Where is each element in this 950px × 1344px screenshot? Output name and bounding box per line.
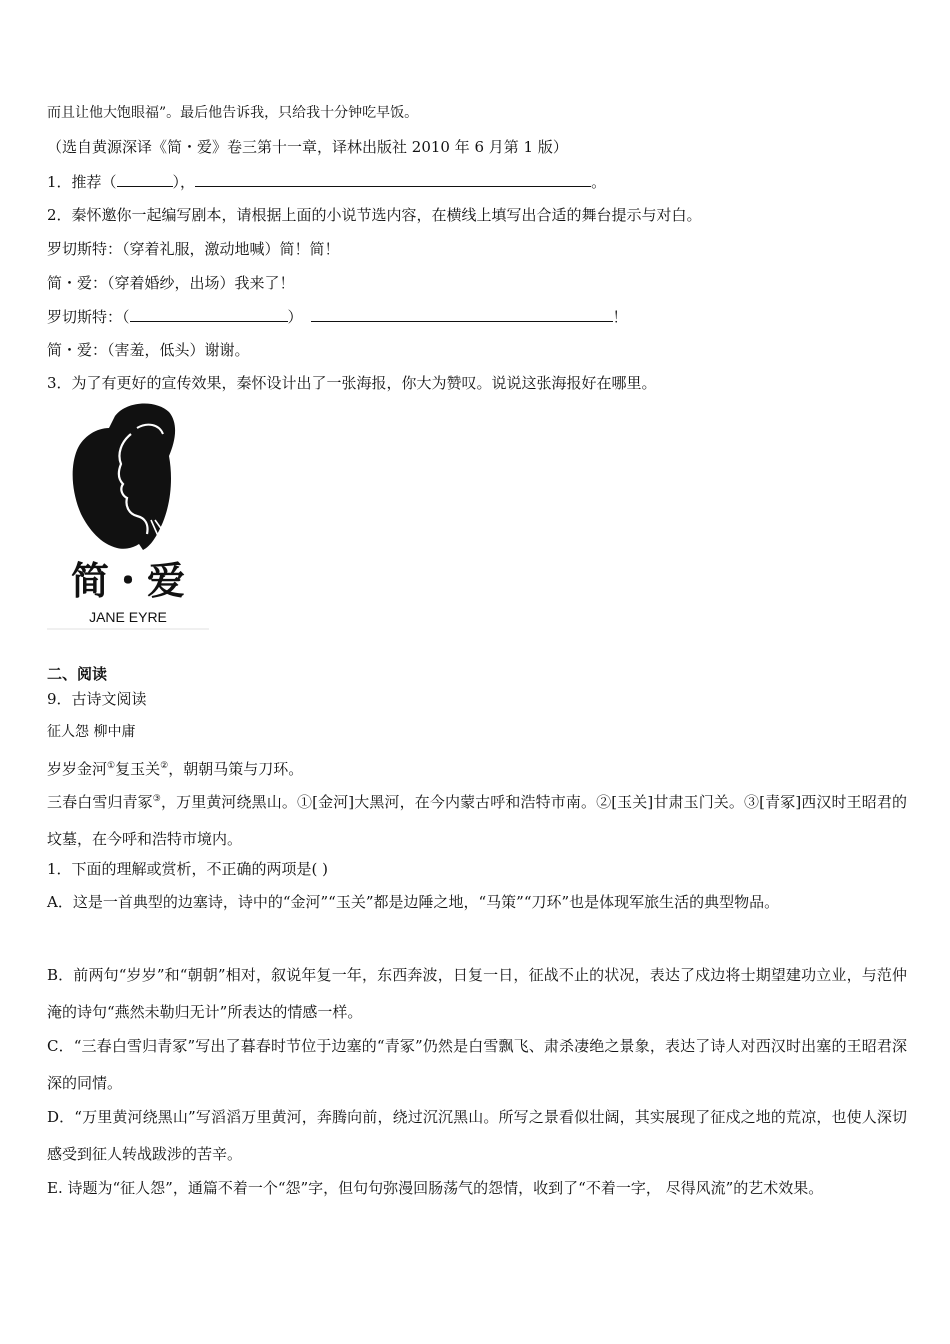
q1-mid: ）， xyxy=(172,173,196,191)
silhouette-illustration xyxy=(47,398,209,630)
footnote-marker-2: ② xyxy=(160,761,169,771)
q1-prefix: 1．推荐（ xyxy=(47,173,117,191)
q1-end: 。 xyxy=(591,173,607,191)
poem-line-1 xyxy=(47,756,303,779)
q1-blank-1[interactable] xyxy=(117,171,173,187)
poem-line-1-c: ，朝朝马策与刀环。 xyxy=(168,760,304,778)
option-d: D．“万里黄河绕黑山”写滔滔万里黄河，奔腾向前，绕过沉沉黑山。所写之景看似壮阔，其实展现了征戍之地的荒凉，也使人深切感受到征人转战跋涉的苦辛。 xyxy=(47,1108,907,1163)
poster-title-cn: 简・爱 xyxy=(70,559,186,603)
poem-line-1-b: 复玉关 xyxy=(115,760,161,778)
stage-direction-blank[interactable] xyxy=(130,306,288,322)
poem-line-1-a: 岁岁金河 xyxy=(47,760,108,778)
question-2-prompt: 2．秦怀邀你一起编写剧本，请根据上面的小说节选内容，在横线上填写出合适的舞台提示与对白。 xyxy=(47,206,702,224)
question-3-prompt: 3．为了有更好的宣传效果，秦怀设计出了一张海报，你大为赞叹。说说这张海报好在哪里。 xyxy=(47,374,657,392)
dialogue-blank[interactable] xyxy=(311,306,613,322)
q1-blank-2[interactable] xyxy=(195,171,591,187)
script-line-3-end: ！ xyxy=(612,308,628,326)
question-1 xyxy=(47,171,606,192)
footnote-marker-1: ① xyxy=(107,761,116,771)
script-line-3 xyxy=(47,306,628,327)
poem-title: 征人怨 柳中庸 xyxy=(47,724,136,740)
option-e: E. 诗题为“征人怨”，通篇不着一个“怨”字，但句句弥漫回肠荡气的怨情，收到了“不着一字， 尽得风流”的艺术效果。 xyxy=(47,1179,824,1197)
poster-title-en: JANE EYRE xyxy=(89,609,167,625)
poem-line-2-and-notes xyxy=(47,781,907,858)
script-line-2: 简・爱：（穿着婚纱，出场）我来了！ xyxy=(47,274,295,292)
passage-source: （选自黄源深译《简・爱》卷三第十一章，译林出版社 2010 年 6 月第 1 版） xyxy=(47,138,568,156)
script-line-3-mid: ） xyxy=(287,308,303,326)
jane-eyre-poster xyxy=(47,398,209,630)
poem-line-2-b: ，万里黄河绕黑山。①[金河]大黑河，在今内蒙古呼和浩特市南。②[玉关]甘肃玉门关。③[青冢]西汉时王昭君的坟墓，在今呼和浩特市境内。 xyxy=(47,793,907,848)
question-9-title: 9．古诗文阅读 xyxy=(47,690,147,708)
poem-line-2-a: 三春白雪归青冢 xyxy=(47,793,153,811)
section-heading: 二、阅读 xyxy=(47,665,108,683)
option-b: B．前两句“岁岁”和“朝朝”相对，叙说年复一年，东西奔波，日复一日，征战不止的状况，表达了戍边将士期望建功立业，与范仲淹的诗句“燕然未勒归无计”所表达的情感一样。 xyxy=(47,966,907,1021)
passage-last-line: 而且让他大饱眼福”。最后他告诉我，只给我十分钟吃早饭。 xyxy=(47,105,419,121)
footnote-marker-3: ③ xyxy=(152,794,161,804)
script-line-3-prefix: 罗切斯特：（ xyxy=(47,308,130,326)
script-line-4: 简・爱：（害羞，低头）谢谢。 xyxy=(47,341,250,359)
option-c: C．“三春白雪归青冢”写出了暮春时节位于边塞的“青冢”仍然是白雪飘飞、肃杀凄绝之景象，表达了诗人对西汉时出塞的王昭君深深的同情。 xyxy=(47,1037,907,1092)
script-line-1: 罗切斯特：（穿着礼服，激动地喊）简！简！ xyxy=(47,240,340,258)
option-a: A．这是一首典型的边塞诗，诗中的“金河”“玉关”都是边陲之地，“马策”“刀环”也是体现军旅生活的典型物品。 xyxy=(47,893,780,911)
question-9-1-prompt: 1．下面的理解或赏析，不正确的两项是( ) xyxy=(47,860,329,878)
